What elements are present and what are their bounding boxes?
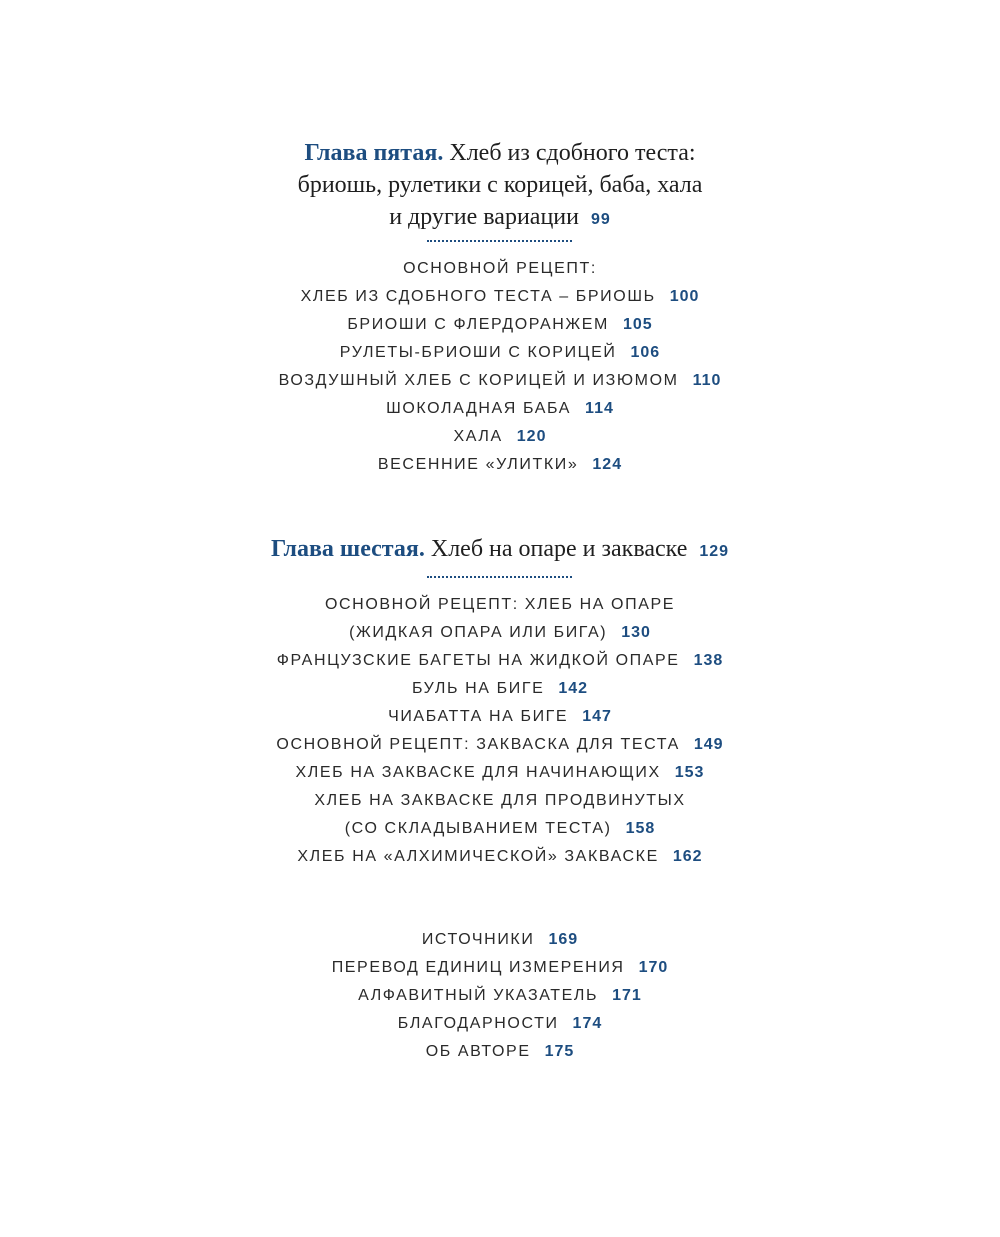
toc-entry-title: ЧИАБАТТА НА БИГЕ	[388, 708, 569, 725]
chapter5-lead: Глава пятая.	[304, 140, 444, 166]
toc-entry-title: ОБ АВТОРЕ	[425, 1043, 531, 1060]
chapter5-heading-line1	[0, 137, 1000, 169]
chapter5-entries	[0, 255, 1000, 479]
toc-entry-title: ОСНОВНОЙ РЕЦЕПТ: ЗАКВАСКА ДЛЯ ТЕСТА	[276, 736, 680, 753]
toc-entry[interactable]	[0, 815, 1000, 843]
chapter6-heading	[0, 533, 1000, 568]
toc-entry-title: ПЕРЕВОД ЕДИНИЦ ИЗМЕРЕНИЯ	[331, 959, 625, 976]
chapter5-heading	[0, 137, 1000, 236]
toc-entry-page: 142	[558, 680, 589, 697]
toc-entry-page: 114	[585, 400, 614, 417]
toc-entry[interactable]	[0, 759, 1000, 787]
toc-entry[interactable]	[0, 1038, 1000, 1066]
toc-entry-title: ХАЛА	[453, 428, 503, 445]
toc-entry-title: ХЛЕБ НА ЗАКВАСКЕ ДЛЯ НАЧИНАЮЩИХ	[295, 764, 661, 781]
toc-entry[interactable]	[0, 843, 1000, 871]
toc-entry-title: ИСТОЧНИКИ	[421, 931, 535, 948]
toc-entry[interactable]	[0, 982, 1000, 1010]
toc-entry-page: 100	[669, 288, 700, 305]
chapter5-title-line3: и другие вариации	[389, 204, 579, 230]
toc-entry-title: (СО СКЛАДЫВАНИЕМ ТЕСТА)	[344, 820, 612, 837]
chapter6-divider	[427, 576, 572, 578]
toc-entry[interactable]	[0, 311, 1000, 339]
chapter5-title-line2: бриошь, рулетики с корицей, баба, хала	[297, 172, 703, 198]
toc-entry[interactable]	[0, 954, 1000, 982]
toc-entry-title: ХЛЕБ НА ЗАКВАСКЕ ДЛЯ ПРОДВИНУТЫХ	[314, 792, 686, 809]
chapter5-title-line1: Хлеб из сдобного теста:	[449, 140, 696, 166]
toc-entry-title: БРИОШИ С ФЛЕРДОРАНЖЕМ	[347, 316, 609, 333]
toc-entry-page: 106	[630, 344, 661, 361]
toc-entry[interactable]	[0, 283, 1000, 311]
toc-entry[interactable]	[0, 423, 1000, 451]
toc-entry[interactable]	[0, 675, 1000, 703]
toc-entry[interactable]	[0, 1010, 1000, 1038]
toc-entry[interactable]	[0, 703, 1000, 731]
toc-entry[interactable]	[0, 367, 1000, 395]
toc-entry-title: ОСНОВНОЙ РЕЦЕПТ:	[403, 260, 597, 277]
toc-entry-title: ХЛЕБ НА «АЛХИМИЧЕСКОЙ» ЗАКВАСКЕ	[297, 848, 659, 865]
chapter5-divider	[427, 240, 572, 242]
toc-entry-page: 130	[621, 624, 651, 641]
toc-entry-page: 153	[674, 764, 705, 781]
toc-entry-page: 105	[622, 316, 653, 333]
chapter6-title: Хлеб на опаре и закваске	[430, 536, 688, 562]
chapter6-page-number[interactable]: 129	[699, 543, 730, 560]
toc-entry-page: 120	[516, 428, 547, 445]
toc-entry[interactable]	[0, 451, 1000, 479]
chapter6-entries	[0, 591, 1000, 871]
toc-entry-page: 110	[692, 372, 722, 389]
toc-entry-page: 149	[693, 736, 724, 753]
toc-entry-page: 171	[612, 987, 642, 1004]
toc-entry-title: ХЛЕБ ИЗ СДОБНОГО ТЕСТА – БРИОШЬ	[300, 288, 656, 305]
toc-entry[interactable]	[0, 731, 1000, 759]
toc-entry-title: ШОКОЛАДНАЯ БАБА	[386, 400, 572, 417]
toc-entry-title: (ЖИДКАЯ ОПАРА ИЛИ БИГА)	[349, 624, 608, 641]
toc-entry[interactable]	[0, 926, 1000, 954]
toc-entry-page: 124	[592, 456, 623, 473]
toc-entry-page: 138	[693, 652, 724, 669]
toc-entry-page: 174	[572, 1015, 603, 1032]
toc-entry[interactable]	[0, 787, 1000, 815]
toc-entry-title: РУЛЕТЫ-БРИОШИ С КОРИЦЕЙ	[339, 344, 617, 361]
chapter5-page-number[interactable]: 99	[590, 211, 611, 228]
toc-entry-title: БУЛЬ НА БИГЕ	[411, 680, 545, 697]
toc-entry[interactable]	[0, 619, 1000, 647]
toc-entry[interactable]	[0, 647, 1000, 675]
toc-entry[interactable]	[0, 339, 1000, 367]
toc-entry-page: 169	[548, 931, 579, 948]
toc-entry[interactable]	[0, 255, 1000, 283]
toc-entry-title: БЛАГОДАРНОСТИ	[397, 1015, 559, 1032]
toc-entry-title: АЛФАВИТНЫЙ УКАЗАТЕЛЬ	[358, 987, 599, 1004]
chapter5-heading-line3	[0, 201, 1000, 236]
toc-entry-page: 175	[544, 1043, 575, 1060]
toc-entry-title: ВЕСЕННИЕ «УЛИТКИ»	[377, 456, 579, 473]
toc-entry-title: ВОЗДУШНЫЙ ХЛЕБ С КОРИЦЕЙ И ИЗЮМОМ	[278, 372, 679, 389]
toc-entry[interactable]	[0, 395, 1000, 423]
toc-entry-page: 158	[625, 820, 656, 837]
toc-entry-page: 170	[638, 959, 669, 976]
toc-entry-title: ФРАНЦУЗСКИЕ БАГЕТЫ НА ЖИДКОЙ ОПАРЕ	[276, 652, 680, 669]
toc-entry[interactable]	[0, 591, 1000, 619]
toc-entry-title: ОСНОВНОЙ РЕЦЕПТ: ХЛЕБ НА ОПАРЕ	[324, 596, 676, 613]
backmatter-entries	[0, 926, 1000, 1066]
chapter6-lead: Глава шестая.	[270, 536, 425, 562]
toc-entry-page: 162	[672, 848, 703, 865]
toc-entry-page: 147	[582, 708, 612, 725]
